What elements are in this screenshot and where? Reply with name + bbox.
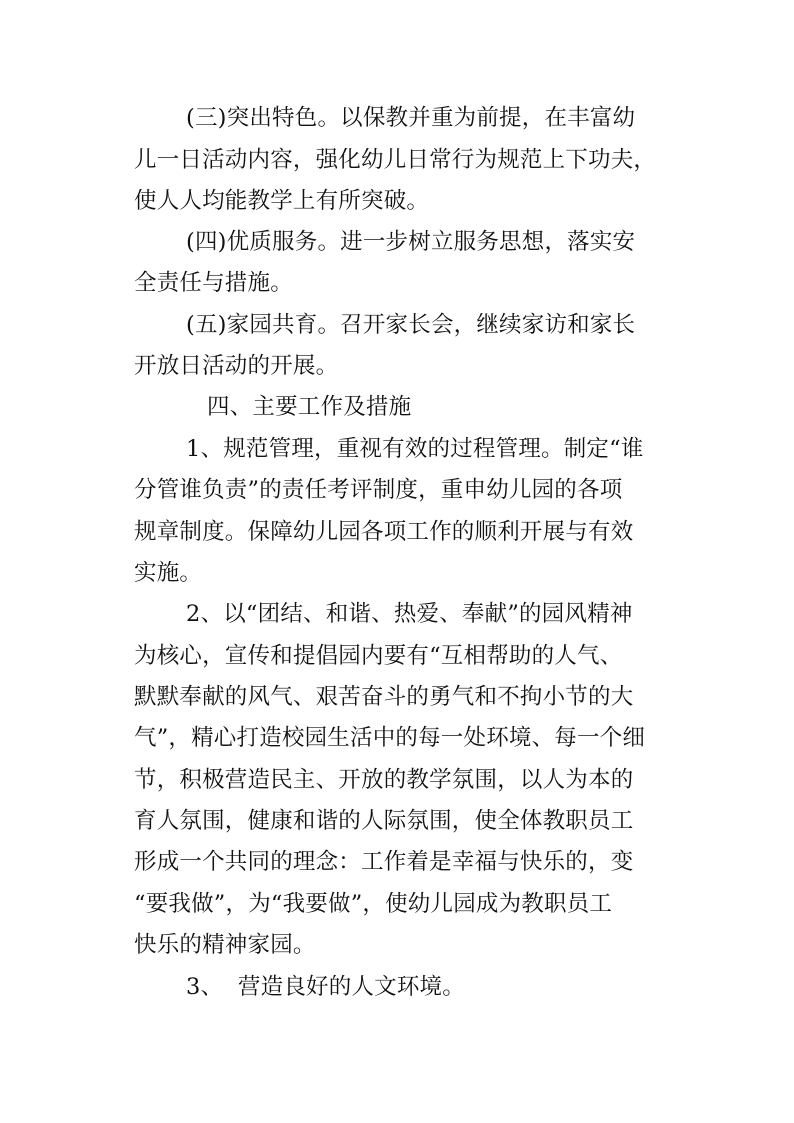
item-2-line-3: 默默奉献的风气、艰苦奋斗的勇气和不拘小节的大	[134, 684, 634, 710]
paragraph-5-line-1: (五)家园共育。召开家长会，继续家访和家长	[186, 312, 636, 338]
item-1-line-2: 分管谁负责”的责任考评制度，重申幼儿园的各项	[134, 477, 623, 503]
item-1-line-1: 1、规范管理，重视有效的过程管理。制定“谁	[186, 436, 644, 462]
section-heading: 四、主要工作及措施	[207, 394, 412, 420]
item-2-line-7: 形成一个共同的理念：工作着是幸福与快乐的，变	[134, 849, 634, 875]
item-2-line-6: 育人氛围，健康和谐的人际氛围，使全体教职员工	[134, 808, 634, 834]
item-2-line-8: “要我做”，为“我要做”，使幼儿园成为教职员工	[134, 891, 613, 917]
paragraph-4-line-1: (四)优质服务。进一步树立服务思想，落实安	[186, 229, 636, 255]
item-1-line-4: 实施。	[134, 560, 203, 586]
item-2-line-2: 为核心，宣传和提倡园内要有“互相帮助的人气、	[134, 643, 623, 669]
paragraph-3-line-3: 使人人均能教学上有所突破。	[134, 188, 430, 214]
item-2-line-9: 快乐的精神家园。	[134, 932, 316, 958]
item-2-line-1: 2、以“团结、和谐、热爱、奉献”的园风精神	[186, 601, 633, 627]
item-1-line-3: 规章制度。保障幼儿园各项工作的顺利开展与有效	[134, 519, 634, 545]
paragraph-3-line-1: (三)突出特色。以保教并重为前提，在丰富幼	[186, 105, 636, 131]
item-2-line-5: 节，积极营造民主、开放的教学氛围，以人为本的	[134, 767, 634, 793]
paragraph-5-line-2: 开放日活动的开展。	[134, 353, 339, 379]
item-3-heading: 3、 营造良好的人文环境。	[186, 974, 465, 1000]
paragraph-4-line-2: 全责任与措施。	[134, 270, 293, 296]
item-2-line-4: 气”，精心打造校园生活中的每一处环境、每一个细	[134, 725, 646, 751]
paragraph-3-line-2: 儿一日活动内容，强化幼儿日常行为规范上下功夫，	[134, 147, 657, 173]
